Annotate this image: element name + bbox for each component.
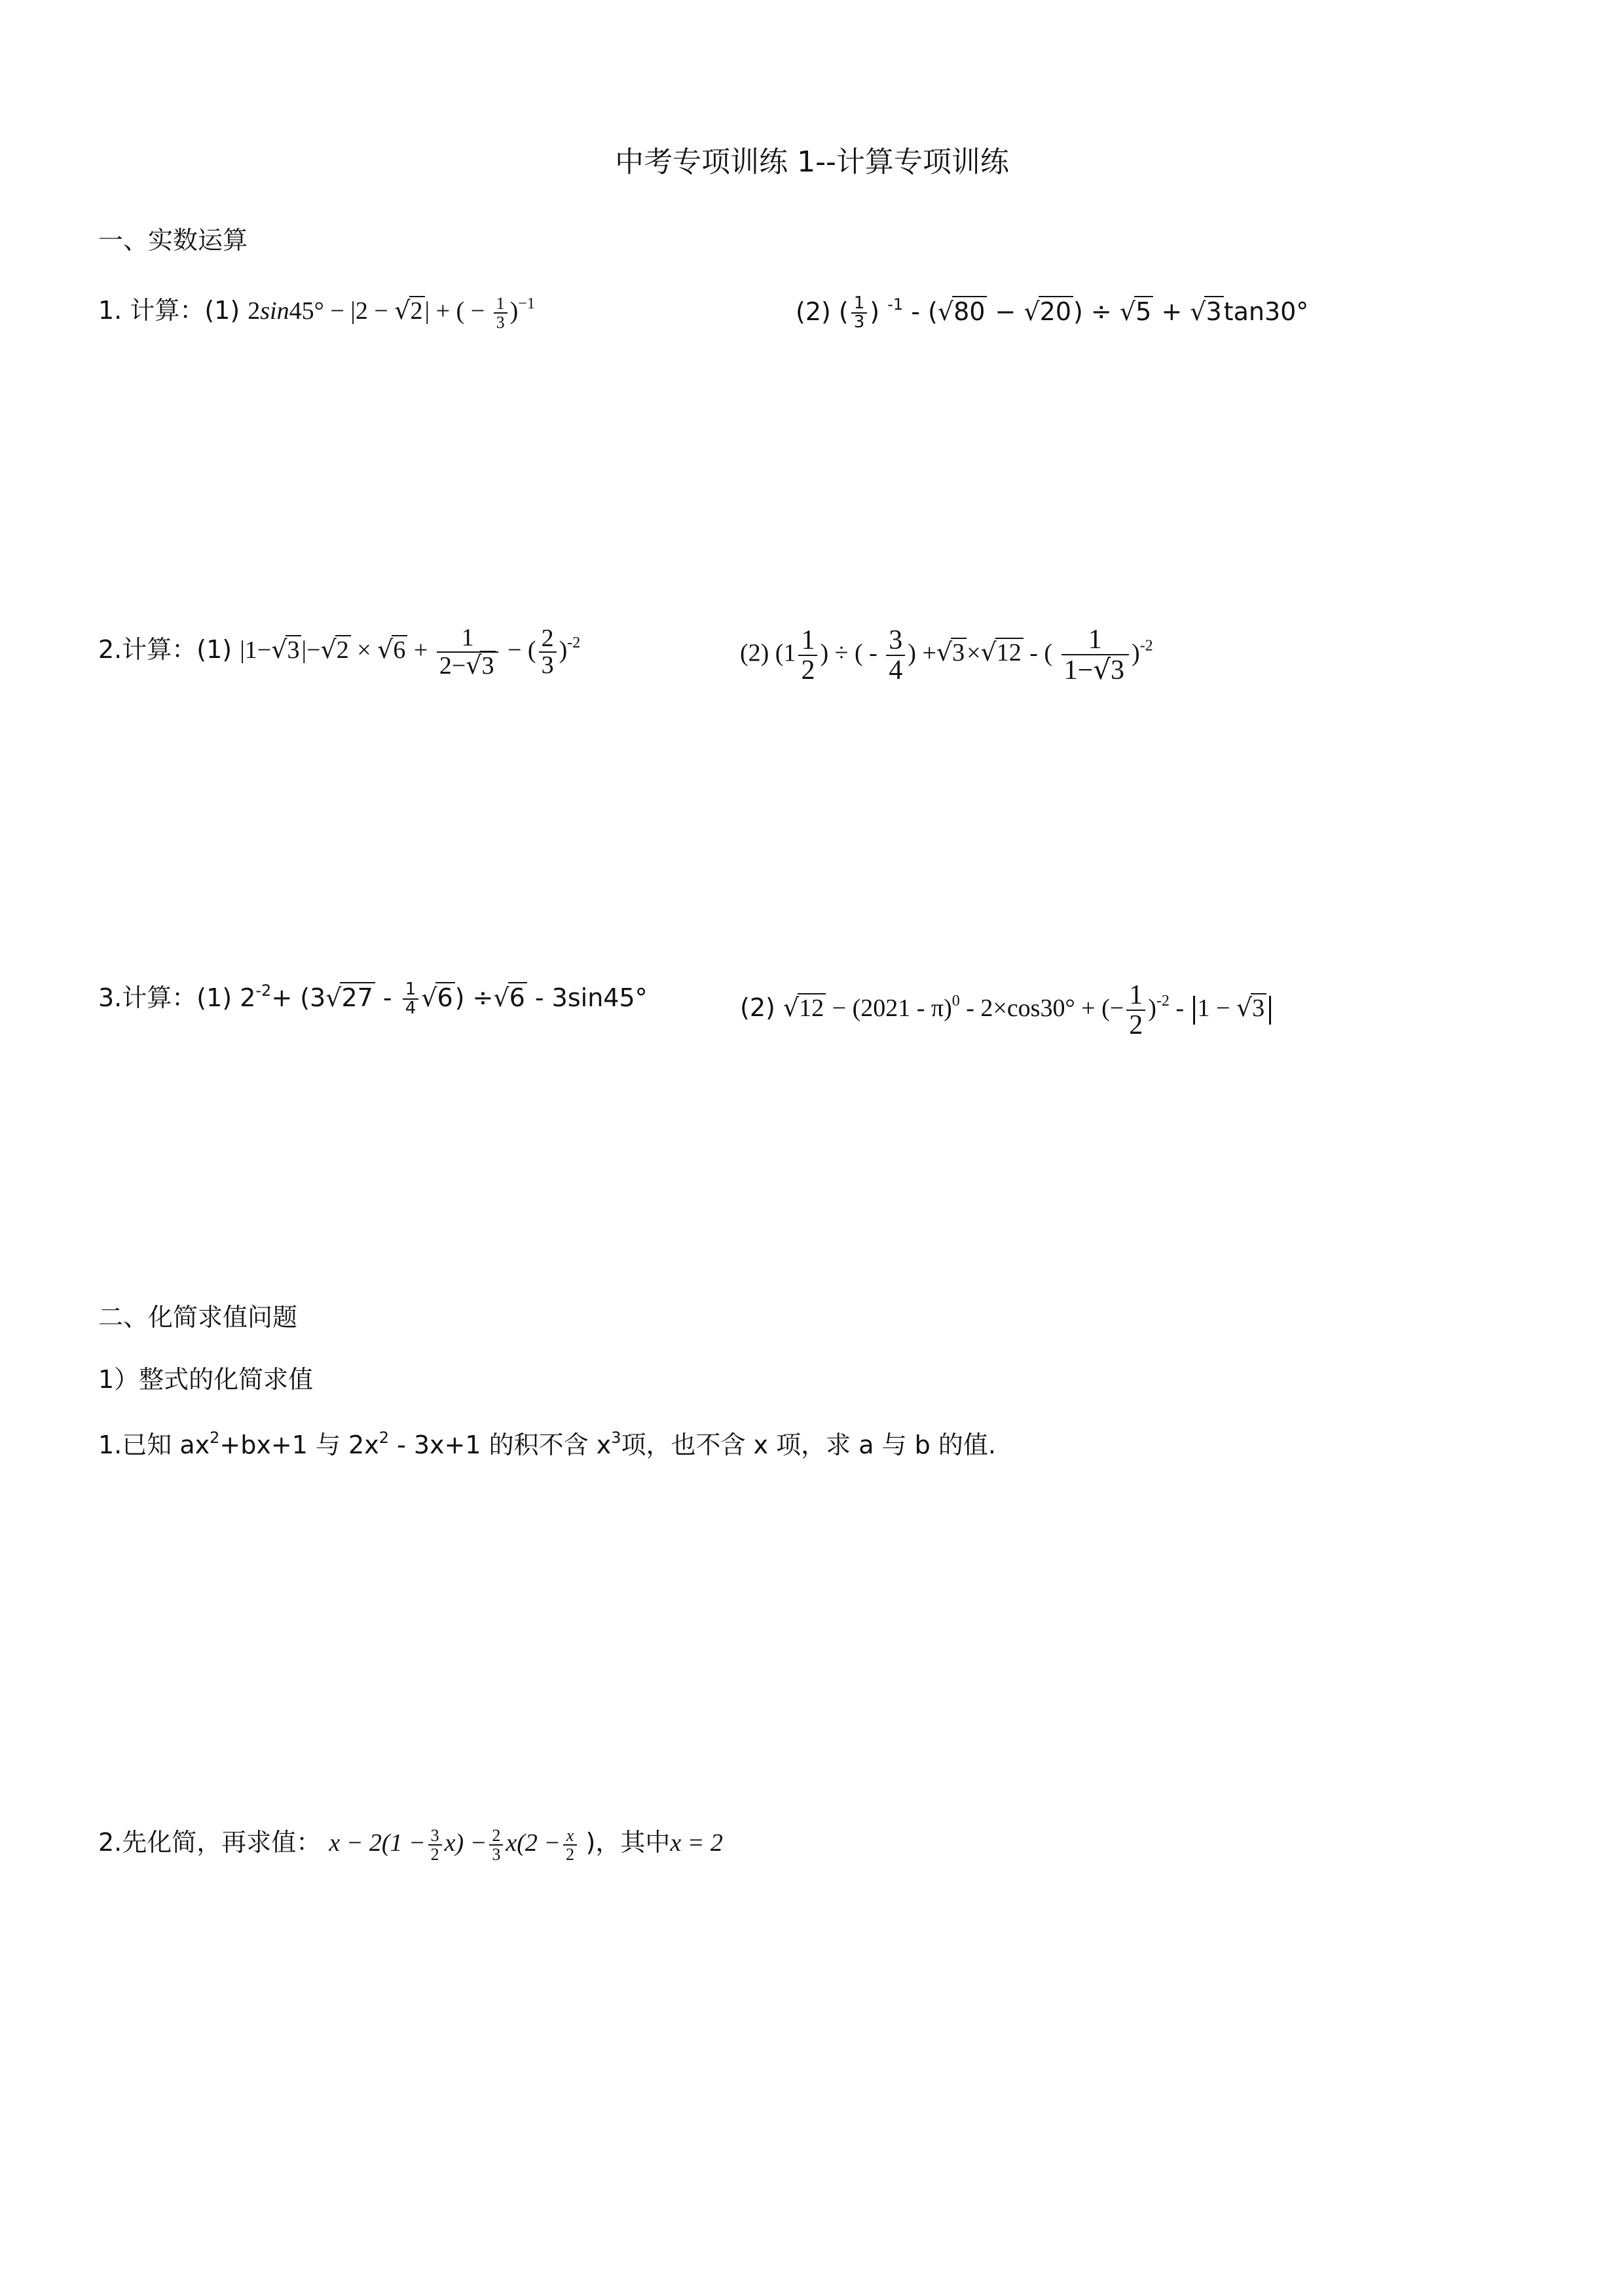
p2b-label: (2) (1 — [740, 639, 796, 667]
sqrt-27: √27 — [325, 983, 375, 1013]
sqrt-3: √3 — [1190, 297, 1223, 327]
sqrt-3-c: √3 — [1236, 993, 1266, 1024]
sqrt-2: √2 — [394, 296, 424, 327]
p3b-minus-year: − (2021 - π) — [826, 994, 952, 1022]
q1-sup-a: 2 — [210, 1429, 220, 1447]
section-heading-real-numbers: 一、实数运算 — [98, 226, 248, 255]
q2-part-c: x(2 − — [506, 1829, 561, 1857]
p3a-plus: + (3 — [271, 983, 326, 1012]
sqrt-12-c: √12 — [783, 993, 826, 1024]
p2a-plus: + — [407, 636, 434, 665]
p1b-plus: + — [1153, 297, 1190, 326]
problem-2 — [98, 625, 580, 680]
fraction-one-over-two-minus-root3: $\frac{1}{2-√3}$ — [437, 625, 499, 680]
problem-3-part-2-expression — [783, 980, 1274, 1041]
q2-condition: x = 2 — [670, 1829, 723, 1857]
q1-sup-b: 2 — [378, 1429, 389, 1447]
q2-label: 2.先化简，再求值： — [98, 1828, 322, 1857]
problem-2-part-2 — [740, 625, 1153, 685]
p1b-exponent: -1 — [887, 295, 904, 314]
fraction-one-third-b: $\frac{1}{3}$ — [851, 295, 868, 332]
p2b-times: × — [967, 639, 981, 667]
p1b-div: ) ÷ — [1073, 297, 1112, 326]
p1b-minus: - ( — [903, 297, 938, 326]
fraction-one-over-one-minus-root3: $\frac{1}{1-√3}$ — [1061, 625, 1129, 685]
problem-1-label: 1. 计算：(1) — [98, 296, 240, 325]
sqrt-12-b: √12 — [981, 638, 1024, 668]
p3a-tail: - 3sin45° — [526, 983, 648, 1012]
sqrt-6-a: √6 — [377, 635, 407, 666]
fraction-three-halves: $\frac{3}{2}$ — [428, 1827, 442, 1864]
p1a-text: 2 — [248, 297, 261, 325]
question-2 — [98, 1827, 723, 1864]
fraction-one-third: $\frac{1}{3}$ — [494, 295, 507, 332]
sqrt-80: √80 — [938, 297, 987, 327]
abs-bar-left — [1193, 996, 1195, 1025]
p2a-exponent: -2 — [567, 634, 581, 652]
p3b-label: (2) — [740, 993, 775, 1022]
problem-3-part-2 — [740, 981, 1274, 1040]
p3a-exponent: -2 — [255, 981, 272, 1000]
sqrt-2-a: √2 — [321, 635, 351, 666]
fraction-two-thirds-b: $\frac{2}{3}$ — [489, 1827, 503, 1864]
q2-where: )，其中 — [585, 1828, 671, 1857]
problem-3-label: 3.计算：(1) — [98, 983, 232, 1012]
p3b-cos: - 2×cos30° + (− — [959, 994, 1124, 1022]
q1-text-b: +bx+1 与 2x — [219, 1430, 379, 1459]
p1b-paren: ( — [838, 297, 849, 326]
p2a-minus-paren: − ( — [507, 636, 536, 665]
q1-sup-c: 3 — [611, 1429, 621, 1447]
q2-expression — [329, 1826, 585, 1865]
p2a-times: × — [350, 636, 378, 665]
problem-1 — [98, 295, 535, 332]
problem-1-part-2 — [796, 295, 1308, 332]
fraction-three-quarters: $\frac{3}{4}$ — [886, 626, 905, 685]
fraction-x-over-two: $\frac{x}{2}$ — [563, 1827, 577, 1864]
p3a-base: 2 — [240, 983, 256, 1012]
p1a-sin: sin — [260, 297, 289, 325]
question-1 — [98, 1430, 996, 1461]
p2b-plus: ) + — [908, 639, 936, 667]
problem-2-label: 2.计算：(1) — [98, 635, 232, 665]
p3a-minus: - — [375, 983, 400, 1012]
subsection-polynomial: 1）整式的化简求值 — [98, 1365, 314, 1394]
p2b-close: ) — [1132, 639, 1140, 667]
abs-bar-right — [1269, 996, 1271, 1025]
problem-3 — [98, 981, 648, 1018]
sqrt-5: √5 — [1120, 297, 1153, 327]
p2a-abs: |1− — [240, 636, 272, 665]
q1-text-d: 项，也不含 x 项，求 a 与 b 的值. — [621, 1430, 996, 1459]
p1a-plus: | + ( − — [424, 297, 485, 325]
p1b-paren-close: ) — [870, 297, 880, 326]
p1a-close: ) — [509, 297, 519, 325]
fraction-one-half-b: $\frac{1}{2}$ — [1126, 981, 1145, 1040]
p3a-div: ) ÷ — [454, 983, 494, 1012]
fraction-one-quarter: $\frac{1}{4}$ — [403, 981, 419, 1018]
p1b-op: − — [987, 297, 1024, 326]
p2b-div: ) ÷ ( - — [820, 639, 877, 667]
sqrt-20: √20 — [1024, 297, 1073, 327]
q1-text-a: 1.已知 ax — [98, 1430, 210, 1459]
q2-part-a: x − 2(1 − — [329, 1829, 426, 1857]
fraction-one-half: $\frac{1}{2}$ — [798, 626, 817, 685]
p1a-exponent: −1 — [518, 295, 535, 313]
section-heading-simplify: 二、化简求值问题 — [98, 1303, 298, 1332]
q2-part-b: x) − — [444, 1829, 487, 1857]
p1a-angle: 45° — [289, 297, 324, 325]
sqrt-6-d: √6 — [493, 983, 526, 1013]
p3b-minus: - — [1169, 994, 1190, 1022]
p2b-minus: - ( — [1023, 639, 1053, 667]
p3b-close: ) — [1148, 994, 1156, 1022]
page-title: 中考专项训练 1--计算专项训练 — [615, 145, 1009, 179]
p3b-exponent: -2 — [1156, 992, 1170, 1010]
p1b-tan: tan30° — [1223, 297, 1309, 326]
p1b-label: (2) — [796, 297, 831, 326]
problem-1-part-1-expression — [248, 294, 535, 333]
p2b-exponent: -2 — [1139, 637, 1153, 655]
p3b-zero-exponent: 0 — [951, 992, 960, 1010]
p2a-minus: |− — [301, 636, 321, 665]
problem-2-part-1-expression — [240, 624, 581, 680]
sqrt-3-a: √3 — [271, 635, 301, 666]
fraction-two-thirds: $\frac{2}{3}$ — [539, 626, 557, 680]
q1-text-c: - 3x+1 的积不含 x — [388, 1430, 612, 1459]
sqrt-6-c: √6 — [421, 983, 454, 1013]
sqrt-3-b: √3 — [936, 638, 967, 668]
p3b-abs-inner: 1 − — [1197, 994, 1236, 1022]
p1a-abs-open: − |2 − — [330, 297, 388, 325]
p2a-close: ) — [559, 636, 568, 665]
